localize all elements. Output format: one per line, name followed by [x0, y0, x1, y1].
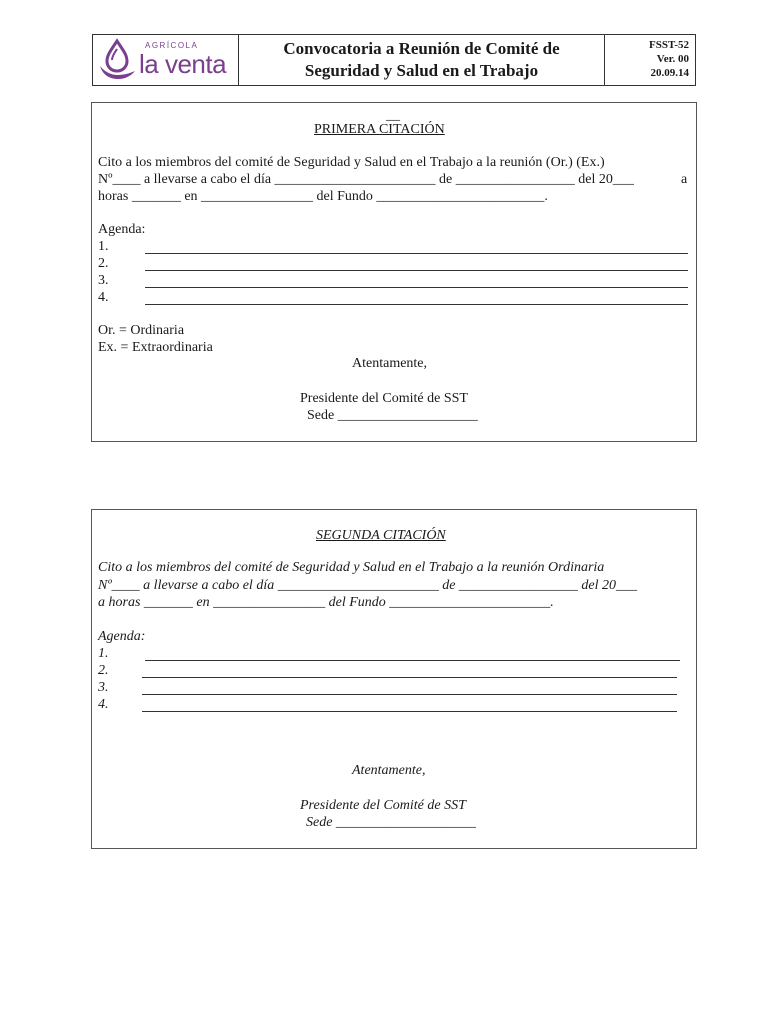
closing-text: Atentamente,	[352, 356, 428, 371]
title-line-2: Seguridad y Salud en el Trabajo	[304, 61, 539, 80]
document-title	[239, 35, 605, 85]
agenda-item-line[interactable]	[145, 304, 688, 305]
logo-wordmark: la venta	[139, 49, 227, 79]
document-header	[92, 34, 696, 86]
primera-citacion-box	[91, 102, 697, 442]
logo-cell	[93, 35, 239, 85]
sede-field: Sede ____________________	[306, 815, 476, 830]
document-code-cell	[605, 35, 695, 85]
agenda-item-number: 3.	[98, 680, 109, 695]
signatory-title: Presidente del Comité de SST	[300, 798, 466, 813]
agenda-item-number: 2.	[98, 256, 109, 271]
document-date: 20.09.14	[650, 67, 689, 79]
body-line-2-end: a	[681, 172, 688, 187]
legend-extraordinaria: Ex. = Extraordinaria	[98, 340, 213, 355]
agenda-item-line[interactable]	[142, 711, 677, 712]
body-line-1: Cito a los miembros del comité de Seguridad y Salud en el Trabajo a la reunión (Or.) (Ex.)	[98, 155, 605, 170]
body-line-1: Cito a los miembros del comité de Seguridad y Salud en el Trabajo a la reunión Ordinaria	[98, 560, 605, 575]
agenda-item-number: 3.	[98, 273, 109, 288]
body-line-3: a horas _______ en ________________ del Fundo _______________________.	[98, 595, 554, 610]
segunda-citacion-box	[91, 509, 697, 849]
agenda-item-number: 1.	[98, 239, 109, 254]
top-mark: __	[386, 108, 400, 123]
agenda-item-line[interactable]	[145, 253, 688, 254]
legend-ordinaria: Or. = Ordinaria	[98, 323, 185, 338]
signatory-title: Presidente del Comité de SST	[300, 391, 468, 406]
agenda-item-line[interactable]	[145, 270, 688, 271]
agenda-item-number: 2.	[98, 663, 109, 678]
agenda-item-line[interactable]	[142, 694, 677, 695]
body-line-3: horas _______ en ________________ del Fundo ________________________.	[98, 189, 548, 204]
document-code: FSST-52	[649, 39, 689, 51]
agenda-item-line[interactable]	[145, 660, 680, 661]
agenda-item-line[interactable]	[145, 287, 688, 288]
drop-hand-logo-icon	[97, 38, 137, 82]
document-version: Ver. 00	[656, 53, 689, 65]
agenda-item-number: 1.	[98, 646, 109, 661]
sede-field: Sede ____________________	[307, 408, 478, 423]
logo-wordmark-small: AGRÍCOLA	[145, 41, 199, 50]
body-line-2: Nº____ a llevarse a cabo el día _______________________ de _________________ del 20___	[98, 578, 638, 593]
agenda-label: Agenda:	[98, 629, 146, 644]
title-line-1: Convocatoria a Reunión de Comité de	[283, 39, 560, 58]
primera-heading: PRIMERA CITACIÓN	[314, 122, 445, 137]
segunda-heading: SEGUNDA CITACIÓN	[316, 528, 446, 543]
closing-text: Atentamente,	[352, 763, 426, 778]
agenda-item-number: 4.	[98, 290, 109, 305]
agenda-label: Agenda:	[98, 222, 146, 237]
agenda-item-number: 4.	[98, 697, 109, 712]
body-line-2: Nº____ a llevarse a cabo el día _______________________ de _________________ del 20___	[98, 172, 634, 187]
agenda-item-line[interactable]	[142, 677, 677, 678]
